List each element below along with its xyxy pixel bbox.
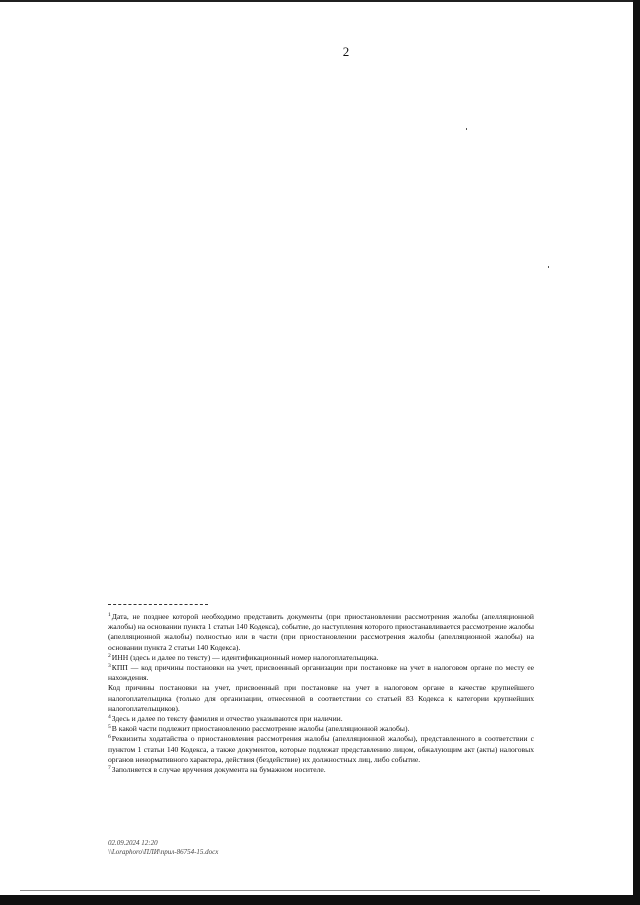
footnote-marker: 2 bbox=[108, 652, 111, 659]
footnote-2 bbox=[108, 653, 534, 663]
scan-speck bbox=[548, 266, 549, 268]
bottom-rule bbox=[20, 890, 540, 891]
scan-speck bbox=[466, 128, 467, 130]
footnote-7 bbox=[108, 765, 534, 775]
footnote-text: В какой части подлежит приостановлению рассмотрение жалобы (апелляционной жалобы). bbox=[111, 724, 410, 734]
footnote-text: Заполняется в случае вручения документа на бумажном носителе. bbox=[111, 765, 326, 775]
scan-edge-right bbox=[633, 0, 640, 905]
page-number: 2 bbox=[342, 44, 350, 59]
scan-edge-bottom bbox=[0, 895, 640, 905]
footnote-marker: 1 bbox=[108, 612, 111, 618]
footnote-marker: 4 bbox=[108, 714, 111, 721]
footnote-3 bbox=[108, 663, 534, 683]
footnote-text: Код причины постановки на учет, присвоенный при постановке на учет в налоговом органе в качестве крупнейшего налогоплательщика (только для организации, отнесенной в соответствии со статьей 83 Кодекса к категории крупнейших налогоплательщиков). bbox=[108, 683, 534, 713]
footnote-separator bbox=[108, 604, 208, 605]
file-date: 02.09.2024 12:20 bbox=[108, 839, 158, 847]
footnote-text: КПП — код причины постановки на учет, присвоенный организации при постановке на учет в налоговом органе по месту ее нахождения. bbox=[108, 663, 534, 683]
footnote-text: Здесь и далее по тексту фамилия и отчество указываются при наличии. bbox=[111, 714, 343, 724]
footnote-marker: 6 bbox=[108, 734, 111, 741]
file-info bbox=[108, 839, 218, 857]
footnote-3-continuation bbox=[108, 683, 534, 714]
scan-edge-top bbox=[0, 0, 640, 2]
footnote-text: ИНН (здесь и далее по тексту) — идентификационный номер налогоплательщика. bbox=[111, 652, 379, 662]
file-path: \\Loraphoro\ПЛИ\прил-86754-15.docx bbox=[108, 848, 219, 856]
footnote-1 bbox=[108, 612, 534, 653]
footnote-text: Дата, не позднее которой необходимо представить документы (при приостановлении рассмотрения жалобы (апелляционной жалобы) на основании пункта 1 статьи 140 Кодекса), событие, до наступления которого приостанавливается рассмотрение жалобы (апелляционной жалобы) полностью или в части (при приостановлении рассмотрения жалобы (апелляционной жалобы) на основании пункта 2 статьи 140 Кодекса). bbox=[108, 612, 534, 652]
footnote-marker: 3 bbox=[108, 663, 111, 670]
footnotes bbox=[108, 612, 534, 775]
footnote-marker: 5 bbox=[108, 724, 111, 731]
footnote-marker: 7 bbox=[108, 765, 111, 772]
footnote-4 bbox=[108, 714, 534, 724]
footnote-5 bbox=[108, 724, 534, 734]
footnote-6 bbox=[108, 734, 534, 765]
footnote-text: Реквизиты ходатайства о приостановления рассмотрения жалобы (апелляционной жалобы), представленного в соответствии с пунктом 1 статьи 140 Кодекса, а также документов, которые подлежат представлению лицом, обжалующим акт (акты) налоговых органов ненормативного характера, действия (бездействие) их должностных лиц, либо событие. bbox=[108, 734, 534, 764]
